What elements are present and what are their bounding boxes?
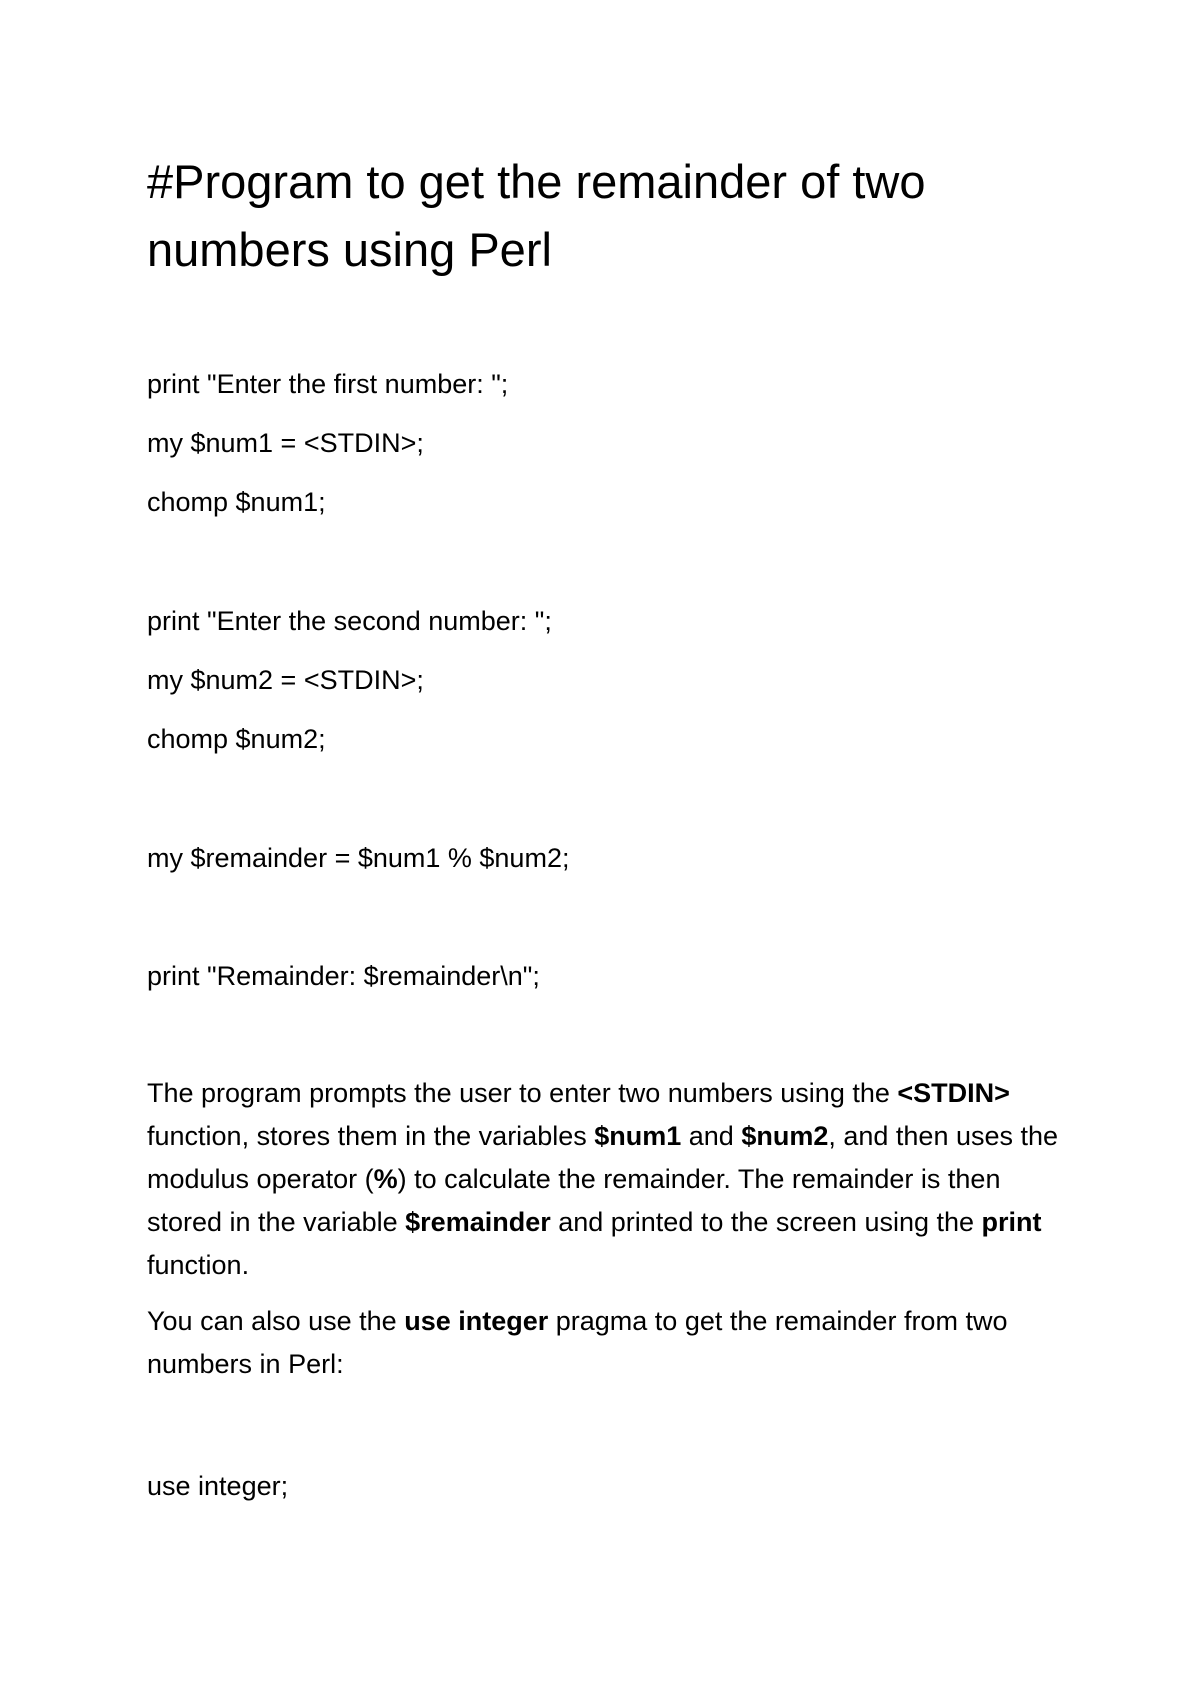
code-line-num2-stdin: my $num2 = <STDIN>;	[147, 665, 424, 695]
bold-stdin: <STDIN>	[897, 1078, 1010, 1108]
paragraph-text: and	[681, 1121, 742, 1151]
paragraph-text: function.	[147, 1250, 250, 1280]
bold-remainder: $remainder	[405, 1207, 551, 1237]
explanation-paragraph	[147, 1072, 1077, 1287]
code-line-chomp-num1: chomp $num1;	[147, 487, 326, 517]
paragraph-text: The program prompts the user to enter two numbers using the	[147, 1078, 898, 1108]
code-line-print-first: print "Enter the first number: ";	[147, 369, 509, 399]
code-line-print-remainder: print "Remainder: $remainder\n";	[147, 961, 540, 991]
code-line-use-integer: use integer;	[147, 1471, 289, 1501]
code-line-remainder: my $remainder = $num1 % $num2;	[147, 843, 570, 873]
paragraph-text: ) to calculate the remainder. The remainder is then stored in the variable	[147, 1164, 1001, 1237]
use-integer-paragraph	[147, 1300, 1077, 1386]
paragraph-text: function, stores them in the variables	[147, 1121, 595, 1151]
code-line-num1-stdin: my $num1 = <STDIN>;	[147, 428, 424, 458]
paragraph-text: , and then uses the modulus operator (	[147, 1121, 1059, 1194]
code-line-print-second: print "Enter the second number: ";	[147, 606, 552, 636]
bold-num2: $num2	[741, 1121, 829, 1151]
bold-num1: $num1	[594, 1121, 682, 1151]
bold-print: print	[981, 1207, 1042, 1237]
bold-use-integer: use integer	[404, 1306, 549, 1336]
paragraph-text: pragma to get the remainder from two numbers in Perl:	[147, 1306, 1008, 1379]
paragraph-text: and printed to the screen using the	[550, 1207, 982, 1237]
bold-modulus: %	[373, 1164, 398, 1194]
code-line-chomp-num2: chomp $num2;	[147, 724, 326, 754]
paragraph-text: You can also use the	[147, 1306, 405, 1336]
document-title: #Program to get the remainder of two numbers using Perl	[147, 155, 926, 276]
